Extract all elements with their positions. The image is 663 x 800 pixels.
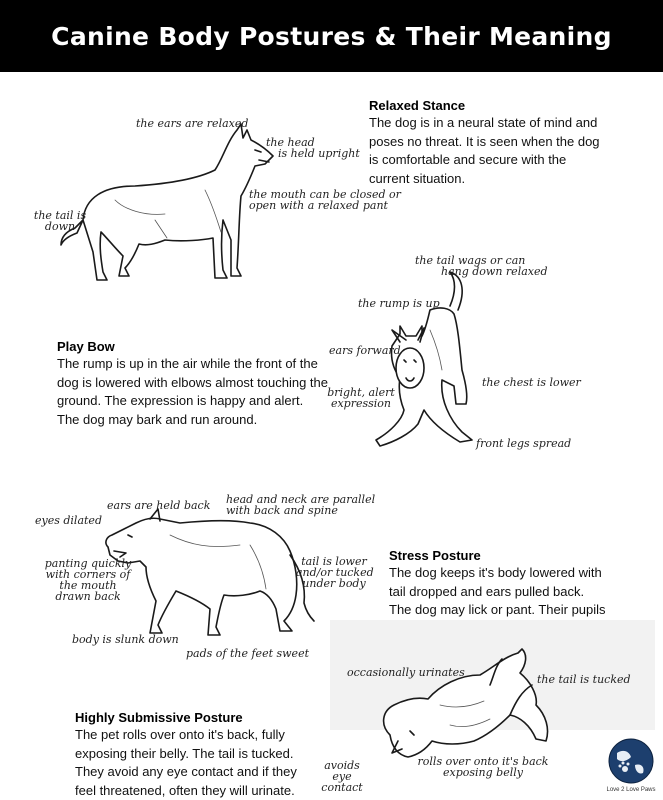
stress-label-pant-3: the mouth <box>59 579 117 592</box>
playbow-line-2: dog is lowered with elbows almost touching the <box>57 374 328 390</box>
playbow-line-1: The rump is up in the air while the front of the <box>57 356 318 371</box>
submissive-dog-illustration <box>370 645 560 765</box>
stress-label-head-1: head and neck are parallel <box>226 493 376 506</box>
playbow-label-tail-2: hang down relaxed <box>441 265 548 278</box>
stress-line-2: tail dropped and ears pulled back. <box>389 583 585 599</box>
submissive-label-urinates: occasionally urinates <box>347 666 465 679</box>
stress-label-head-2: with back and spine <box>226 504 338 517</box>
playbow-label-expression-1: bright, alert <box>327 386 395 399</box>
relaxed-line-2: poses no threat. It is seen when the dog <box>369 133 600 149</box>
stress-label-tail-2: and/or tucked <box>296 566 374 579</box>
stress-line-1: The dog keeps it's body lowered with <box>389 565 602 580</box>
stress-label-ears: ears are held back <box>107 499 211 512</box>
submissive-label-avoid-1: avoids <box>324 759 360 772</box>
playbow-label-ears: ears forward <box>329 344 401 357</box>
stress-label-tail-1: tail is lower <box>301 555 367 568</box>
playbow-line-3: ground. The expression is happy and alert. <box>57 393 304 408</box>
stress-label-pant-1: panting quickly <box>44 557 132 570</box>
stress-label-pant-2: with corners of <box>45 568 131 581</box>
relaxed-label-mouth-1: the mouth can be closed or <box>249 188 401 201</box>
relaxed-line-4: current situation. <box>369 170 466 186</box>
stress-label-pant-4: drawn back <box>55 590 121 603</box>
playbow-description <box>57 355 328 429</box>
playbow-label-expression-2: expression <box>330 397 392 410</box>
submissive-label-rolls-2: exposing belly <box>443 766 523 779</box>
relaxed-label-mouth-2: open with a relaxed pant <box>249 199 388 212</box>
playbow-label-tail-1: the tail wags or can <box>415 254 526 267</box>
playbow-line-4: The dog may bark and run around. <box>57 411 258 427</box>
playbow-title: Play Bow <box>57 339 115 354</box>
submissive-label-rolls-1: rolls over onto it's back <box>417 755 549 768</box>
stress-line-3: The dog may lick or pant. Their pupils <box>389 602 606 617</box>
page-title: Canine Body Postures & Their Meaning <box>0 0 663 72</box>
stress-label-body: body is slunk down <box>72 633 179 646</box>
relaxed-line-1: The dog is in a neural state of mind and <box>369 115 598 130</box>
submissive-line-2: exposing their belly. The tail is tucked. <box>75 745 294 761</box>
stress-label-tail-3: under body <box>302 577 366 590</box>
relaxed-line-3: is comfortable and secure with the <box>369 152 567 167</box>
stress-title: Stress Posture <box>389 548 481 563</box>
stress-label-pads: pads of the feet sweet <box>186 647 309 660</box>
logo-text: Love 2 Love Paws <box>606 787 656 793</box>
submissive-line-3: They avoid any eye contact and if they <box>75 764 297 779</box>
playbow-label-chest: the chest is lower <box>482 376 581 389</box>
relaxed-label-head-2: is held upright <box>278 147 360 160</box>
playbow-label-rump: the rump is up <box>358 297 440 310</box>
submissive-label-avoid-2: eye <box>332 770 352 783</box>
relaxed-label-head-1: the head <box>266 136 315 149</box>
submissive-label-avoid-3: contact <box>321 781 363 794</box>
relaxed-label-tail-1: the tail is <box>33 209 87 222</box>
relaxed-description <box>369 114 600 188</box>
relaxed-label-tail-2: down <box>44 220 76 233</box>
submissive-description <box>75 726 297 800</box>
submissive-line-1: The pet rolls over onto it's back, fully <box>75 727 285 742</box>
relaxed-label-ears: the ears are relaxed <box>136 117 249 130</box>
relaxed-title: Relaxed Stance <box>369 98 466 113</box>
submissive-title: Highly Submissive Posture <box>75 710 243 725</box>
submissive-label-tail: the tail is tucked <box>537 673 631 686</box>
submissive-line-4: feel threatened, often they will urinate. <box>75 782 295 798</box>
playbow-label-legs: front legs spread <box>476 437 572 450</box>
stress-label-eyes: eyes dilated <box>35 514 102 527</box>
